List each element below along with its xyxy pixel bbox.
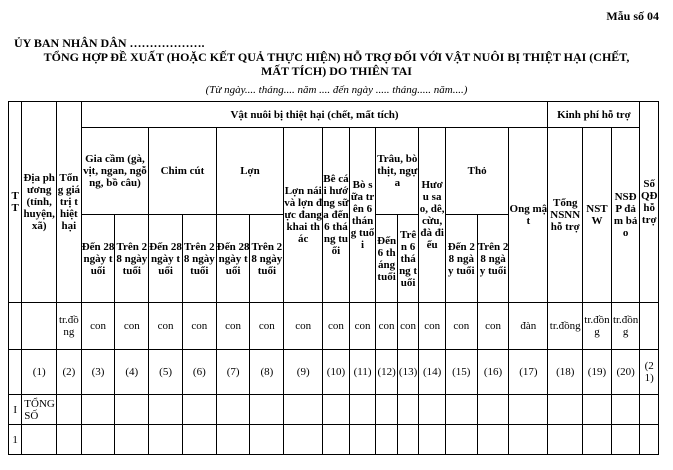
title-line-1: TỔNG HỢP ĐỀ XUẤT (HOẶC KẾT QUẢ THỰC HIỆN) HỖ TRỢ ĐỐI VỚI VẬT NUÔI BỊ THIỆT HẠI (CHẾT,: [43, 50, 630, 64]
column-number-cell: (15): [445, 350, 477, 395]
livestock-group-header: Vật nuôi bị thiệt hại (chết, mất tích): [81, 102, 548, 128]
form-number: Mẫu số 04: [606, 9, 659, 23]
unit-cell: con: [149, 303, 183, 350]
quail-under-28-header: Đến 28 ngày tuổi: [149, 215, 183, 303]
unit-cell: đàn: [509, 303, 548, 350]
column-number-cell: (18): [548, 350, 583, 395]
col-locality-header: Địa phương (tỉnh, huyện, xã): [22, 102, 57, 303]
row-locality: [22, 425, 57, 455]
unit-cell: tr.đồng: [583, 303, 612, 350]
unit-cell: con: [115, 303, 149, 350]
unit-cell: tr.đồng: [611, 303, 640, 350]
column-number-cell: (16): [477, 350, 509, 395]
column-number-cell: (11): [349, 350, 376, 395]
organization-name: ỦY BAN NHÂN DÂN ……………….: [14, 36, 205, 50]
column-number-cell: (9): [284, 350, 323, 395]
unit-cell: con: [250, 303, 284, 350]
summary-table: [8, 101, 659, 455]
unit-cell: con: [376, 303, 397, 350]
unit-cell: con: [81, 303, 115, 350]
table-row: [9, 425, 659, 455]
col-total-value-header: Tổng giá trị thiệt hại: [57, 102, 82, 303]
quail-header: Chim cút: [149, 128, 217, 215]
pig-over-28-header: Trên 28 ngày tuổi: [250, 215, 284, 303]
column-number-cell: (14): [419, 350, 446, 395]
column-number-cell: (7): [216, 350, 250, 395]
central-budget-header: NSTW: [583, 128, 612, 303]
column-number-cell: (21): [640, 350, 659, 395]
total-budget-header: Tổng NSNN hỗ trợ: [548, 128, 583, 303]
unit-cell: con: [477, 303, 509, 350]
column-number-cell: (13): [397, 350, 418, 395]
column-number-cell: (20): [611, 350, 640, 395]
row-index: 1: [9, 425, 22, 455]
unit-cell: [640, 303, 659, 350]
dairy-cow-header: Bò sữa trên 6 tháng tuổi: [349, 128, 376, 303]
column-number-cell: (8): [250, 350, 284, 395]
unit-cell: [9, 303, 22, 350]
deer-header: Hươu sao, dê, cừu, đà điểu: [419, 128, 446, 303]
beef-calf-header: Bê cái hướng sữa đến 6 tháng tuổi: [323, 128, 350, 303]
column-number-cell: (12): [376, 350, 397, 395]
unit-cell: [22, 303, 57, 350]
column-number-cell: (5): [149, 350, 183, 395]
sow-header: Lợn nái và lợn đực đang khai thác: [284, 128, 323, 303]
column-number-row: [9, 350, 659, 395]
poultry-over-28-header: Trên 28 ngày tuổi: [115, 215, 149, 303]
unit-cell: tr.đồng: [57, 303, 82, 350]
column-number-cell: (17): [509, 350, 548, 395]
bee-header: Ong mật: [509, 128, 548, 303]
column-number-cell: (1): [22, 350, 57, 395]
buffalo-group-header: Trâu, bò thịt, ngựa: [376, 128, 419, 215]
unit-cell: con: [284, 303, 323, 350]
column-number-cell: (4): [115, 350, 149, 395]
poultry-under-28-header: Đến 28 ngày tuổi: [81, 215, 115, 303]
rabbit-under-28-header: Đến 28 ngày tuổi: [445, 215, 477, 303]
column-number-cell: (6): [182, 350, 216, 395]
unit-cell: con: [182, 303, 216, 350]
row-index: I: [9, 395, 22, 425]
rabbit-header: Thỏ: [445, 128, 508, 215]
local-budget-header: NSĐP đảm bảo: [611, 128, 640, 303]
document-title: [0, 50, 673, 78]
unit-row: [9, 303, 659, 350]
decision-number-header: Số QĐ hỗ trợ: [640, 102, 659, 303]
unit-cell: tr.đồng: [548, 303, 583, 350]
unit-cell: con: [216, 303, 250, 350]
title-line-2: MẤT TÍCH) DO THIÊN TAI: [261, 64, 412, 78]
unit-cell: con: [419, 303, 446, 350]
quail-over-28-header: Trên 28 ngày tuổi: [182, 215, 216, 303]
buffalo-under-6m-header: Đến 6 tháng tuổi: [376, 215, 397, 303]
unit-cell: con: [349, 303, 376, 350]
unit-cell: con: [323, 303, 350, 350]
column-number-cell: (2): [57, 350, 82, 395]
table-row: [9, 395, 659, 425]
reporting-period: (Từ ngày.... tháng.... năm .... đến ngày ..... tháng..... năm....): [205, 84, 468, 96]
buffalo-over-6m-header: Trên 6 tháng tuổi: [397, 215, 418, 303]
row-locality: TỔNG SỐ: [22, 395, 57, 425]
unit-cell: con: [397, 303, 418, 350]
column-number-cell: (10): [323, 350, 350, 395]
funding-group-header: Kinh phí hỗ trợ: [548, 102, 640, 128]
unit-cell: con: [445, 303, 477, 350]
poultry-header: Gia cầm (gà, vịt, ngan, ngỗng, bồ câu): [81, 128, 149, 215]
col-tt-header: TT: [9, 102, 22, 303]
column-number-cell: [9, 350, 22, 395]
pig-header: Lợn: [216, 128, 284, 215]
pig-under-28-header: Đến 28 ngày tuổi: [216, 215, 250, 303]
column-number-cell: (3): [81, 350, 115, 395]
rabbit-over-28-header: Trên 28 ngày tuổi: [477, 215, 509, 303]
column-number-cell: (19): [583, 350, 612, 395]
